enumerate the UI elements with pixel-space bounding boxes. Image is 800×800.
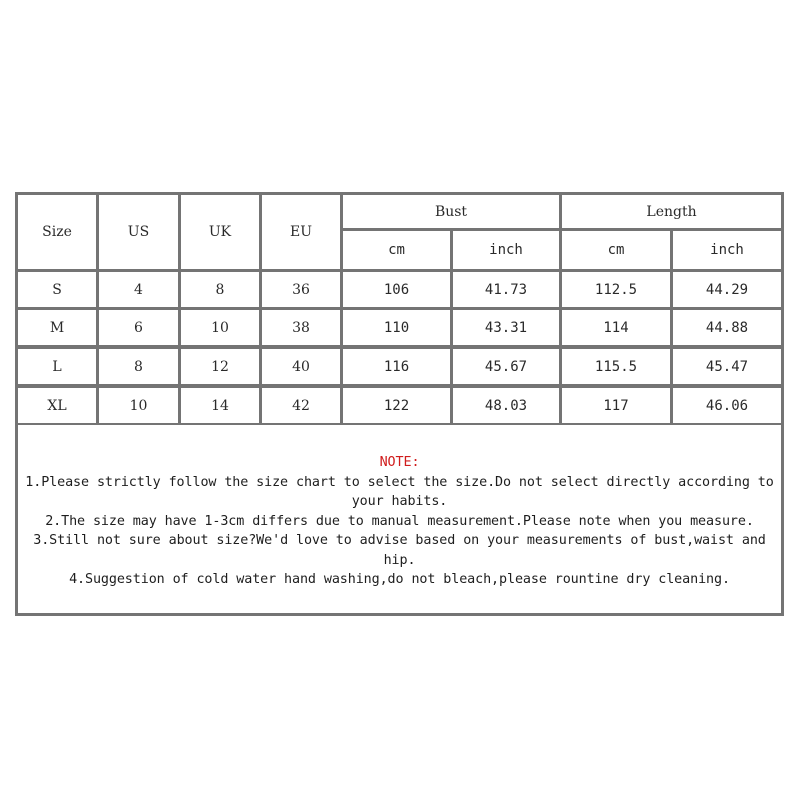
- header-bust: Bust: [343, 195, 559, 228]
- size-cell: XL: [18, 388, 96, 423]
- table-cell: 10: [99, 388, 178, 423]
- table-cell: 112.5: [562, 272, 670, 307]
- table-cell: 42: [262, 388, 340, 423]
- table-cell: 45.67: [453, 349, 559, 384]
- table-cell: 8: [181, 272, 259, 307]
- table-cell: 48.03: [453, 388, 559, 423]
- size-cell: L: [18, 349, 96, 384]
- table-cell: 115.5: [562, 349, 670, 384]
- size-cell: S: [18, 272, 96, 307]
- note-line: 1.Please strictly follow the size chart to select the size.Do not select directly according to your habits.: [25, 474, 774, 509]
- table-cell: 14: [181, 388, 259, 423]
- table-cell: 44.29: [673, 272, 781, 307]
- header-bust-cm: cm: [343, 231, 450, 269]
- table-cell: 45.47: [673, 349, 781, 384]
- table-cell: 44.88: [673, 310, 781, 345]
- header-length-inch: inch: [673, 231, 781, 269]
- table-cell: 117: [562, 388, 670, 423]
- header-uk: UK: [181, 195, 259, 269]
- note-line: 4.Suggestion of cold water hand washing,do not bleach,please rountine dry cleaning.: [69, 572, 730, 587]
- table-cell: 4: [99, 272, 178, 307]
- header-us: US: [99, 195, 178, 269]
- table-cell: 110: [343, 310, 450, 345]
- table-cell: 8: [99, 349, 178, 384]
- header-size: Size: [18, 195, 96, 269]
- note-line: 3.Still not sure about size?We'd love to advise based on your measurements of bust,waist and hip.: [33, 533, 766, 568]
- table-cell: 46.06: [673, 388, 781, 423]
- table-cell: 40: [262, 349, 340, 384]
- table-cell: 116: [343, 349, 450, 384]
- note-title: NOTE:: [379, 455, 420, 470]
- size-cell: M: [18, 310, 96, 345]
- header-length-cm: cm: [562, 231, 670, 269]
- table-cell: 10: [181, 310, 259, 345]
- table-cell: 122: [343, 388, 450, 423]
- header-eu: EU: [262, 195, 340, 269]
- table-cell: 38: [262, 310, 340, 345]
- table-cell: 43.31: [453, 310, 559, 345]
- note-box: [18, 425, 781, 613]
- table-cell: 6: [99, 310, 178, 345]
- table-cell: 36: [262, 272, 340, 307]
- header-bust-inch: inch: [453, 231, 559, 269]
- size-chart: [15, 192, 784, 616]
- note-line: 2.The size may have 1-3cm differs due to manual measurement.Please note when you measure.: [45, 513, 754, 529]
- header-length: Length: [562, 195, 781, 228]
- table-cell: 114: [562, 310, 670, 345]
- table-cell: 106: [343, 272, 450, 307]
- table-cell: 41.73: [453, 272, 559, 307]
- table-cell: 12: [181, 349, 259, 384]
